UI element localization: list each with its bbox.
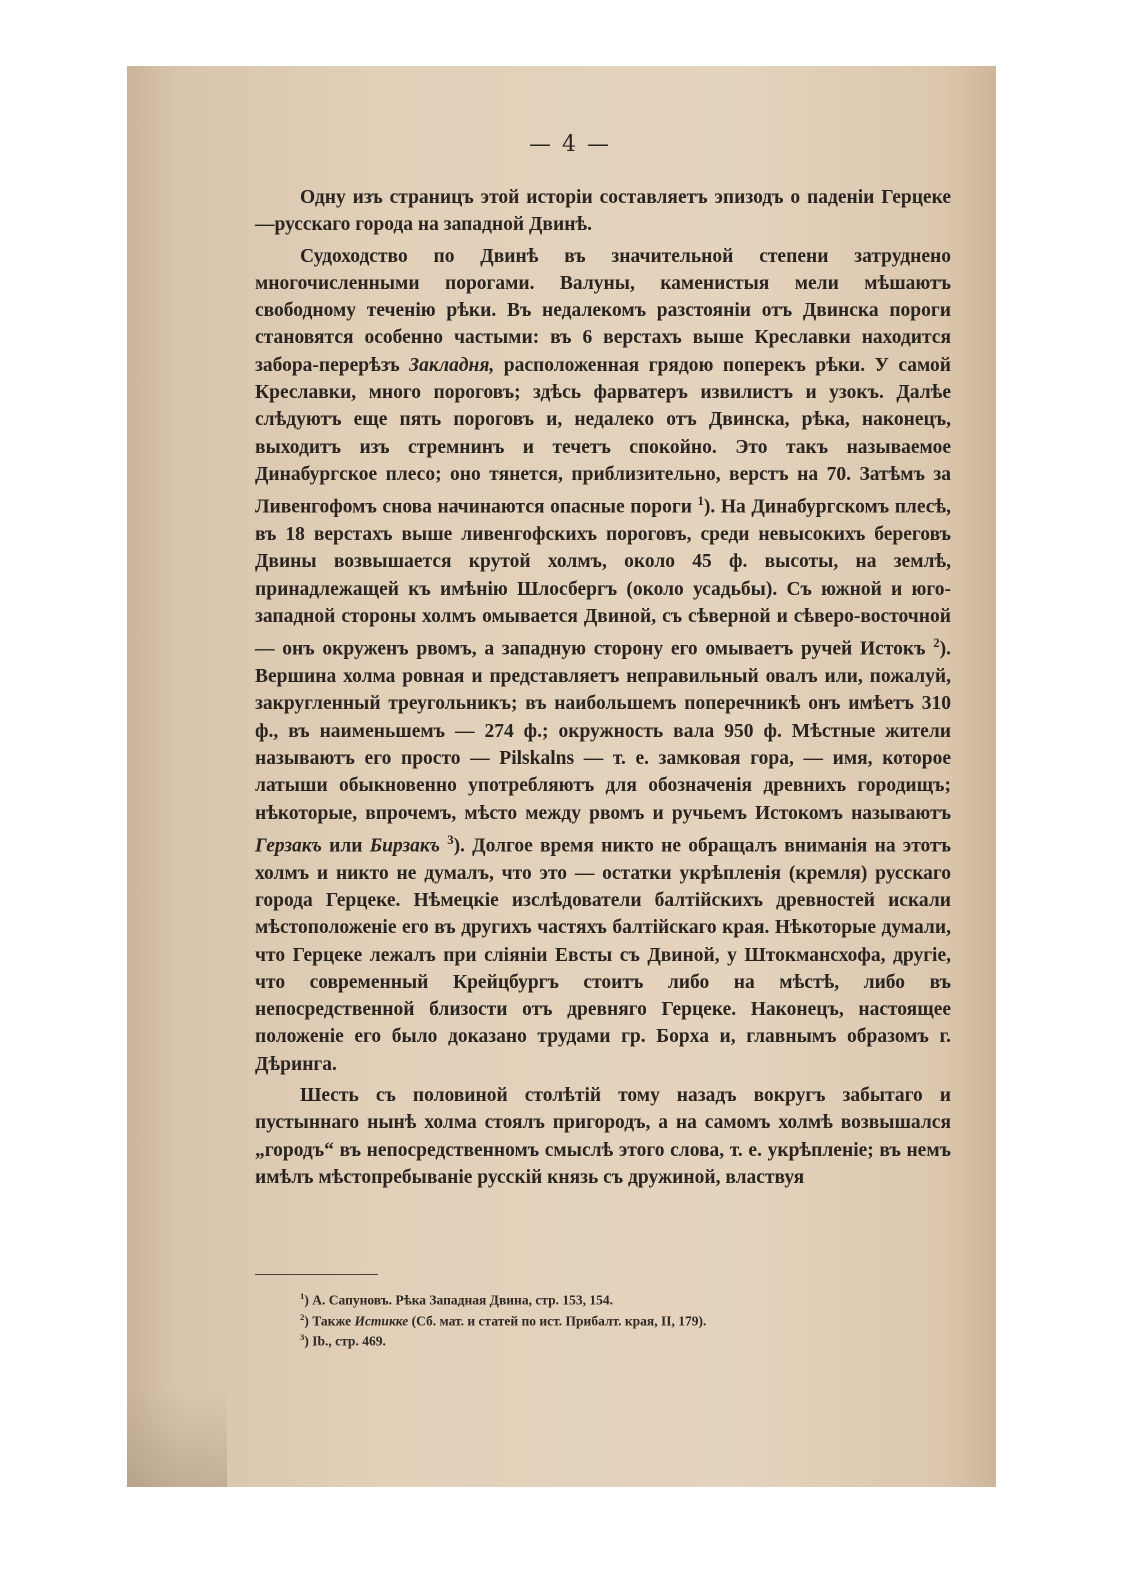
footnote bbox=[300, 1329, 940, 1350]
footnote-marker: 1 bbox=[697, 494, 704, 509]
page-number: — 4 — bbox=[529, 132, 611, 157]
text-run: (Сб. мат. и статей по ист. Прибалт. края, II, 179). bbox=[408, 1313, 707, 1328]
italic-text: Закладня, bbox=[409, 354, 495, 376]
italic-text: Герзакъ bbox=[255, 835, 322, 857]
footnote-marker: 2 bbox=[933, 636, 940, 651]
paragraph bbox=[255, 243, 951, 1078]
italic-text: Истикке bbox=[354, 1313, 409, 1328]
italic-text: Бирзакъ bbox=[369, 835, 440, 857]
footnote-marker: 3 bbox=[300, 1332, 305, 1342]
paragraph bbox=[255, 184, 951, 239]
text-run: ) А. Сапуновъ. Рѣка Западная Двина, стр. 153, 154. bbox=[304, 1292, 613, 1308]
footnotes bbox=[300, 1288, 940, 1350]
text-run: расположенная грядою поперекъ рѣки. У самой Креславки, много пороговъ; здѣсь фарватеръ извилистъ и узокъ. Далѣе слѣдуютъ еще пять пороговъ и, недалеко отъ Двинска, рѣка, наконецъ, выходитъ изъ стремнинъ и течетъ спокойно. Это такъ называемое Динабургское плесо; оно тянется, приблизительно, верстъ на 70. Затѣмъ за Ливенгофомъ снова начинаются опасные пороги bbox=[255, 354, 952, 518]
text-run: Шесть съ половиной столѣтій тому назадъ вокругъ забытаго и пустыннаго нынѣ холма стоялъ пригородъ, а на самомъ холмѣ возвышался „городъ“ въ непосредственномъ смыслѣ этого слова, т. е. укрѣпленіе; въ немъ имѣлъ мѣстопребываніе русскій князь съ дружиной, властвуя bbox=[255, 1085, 951, 1188]
text-run: Судоходство по Двинѣ въ значительной степени затруднено многочисленными порогами. Валуны, каменистыя мели мѣшаютъ свободному теченію рѣки. Въ недалекомъ разстояніи отъ Двинска пороги становятся особенно частыми: въ 6 верстахъ выше Креславки находится забора-перерѣзъ bbox=[255, 245, 951, 376]
footnote-marker: 3 bbox=[447, 832, 454, 847]
paragraph bbox=[255, 1082, 951, 1191]
text-run: ). На Динабургскомъ плесѣ, въ 18 верстахъ выше ливенгофскихъ пороговъ, среди невысокихъ береговъ Двины возвышается крутой холмъ, около 45 ф. высоты, на землѣ, принадлежащей къ имѣнію Шлосбергъ (около усадьбы). Съ южной и юго-западной стороны холмъ омывается Двиной, съ сѣверной и сѣверо-восточной— онъ окруженъ рвомъ, а западную сторону его омываетъ ручей Истокъ bbox=[255, 496, 952, 660]
footnote-separator bbox=[255, 1274, 378, 1275]
text-run: ) Ib., стр. 469. bbox=[304, 1333, 386, 1349]
footnote bbox=[300, 1288, 940, 1309]
body-text bbox=[255, 184, 951, 1195]
text-run: ). Вершина холма ровная и представляетъ неправильный овалъ или, пожалуй, закругленный треугольникъ; въ наибольшемъ поперечникѣ онъ имѣетъ 310 ф., въ наименьшемъ — 274 ф.; окружность вала 950 ф. Мѣстные жители называютъ его просто — Pilskalns — т. е. замковая гора, — имя, которое латыши обыкновенно употребляютъ для обозначенія древнихъ городищъ; нѣкоторые, впрочемъ, мѣсто между рвомъ и ручьемъ Истокомъ называютъ bbox=[255, 638, 951, 824]
text-run: Одну изъ страницъ этой исторіи составляетъ эпизодъ о паденіи Герцеке—русскаго города на западной Двинѣ. bbox=[255, 187, 951, 236]
text-run: ) Также bbox=[304, 1313, 355, 1328]
text-run: или bbox=[321, 835, 370, 857]
footnote-marker: 2 bbox=[300, 1311, 305, 1322]
page-stain bbox=[127, 1390, 227, 1487]
footnote bbox=[300, 1309, 940, 1330]
footnote-marker: 1 bbox=[300, 1291, 305, 1301]
text-run: ). Долгое время никто не обращалъ вниманія на этотъ холмъ и никто не думалъ, что это — остатки укрѣпленія (кремля) русскаго города Герцеке. Нѣмецкіе изслѣдователи балтійскихъ древностей искали мѣстоположеніе его въ другихъ частяхъ балтійскаго края. Нѣкоторые думали, что Герцеке лежалъ при сліяніи Евсты съ Двиной, у Штокмансхофа, другіе, что современный Крейцбургъ стоитъ либо на мѣстѣ, либо въ непосредственной близости отъ древняго Герцеке. Наконецъ, настоящее положеніе его было доказано трудами гр. Борха и, главнымъ образомъ г. Дѣринга. bbox=[255, 835, 951, 1075]
